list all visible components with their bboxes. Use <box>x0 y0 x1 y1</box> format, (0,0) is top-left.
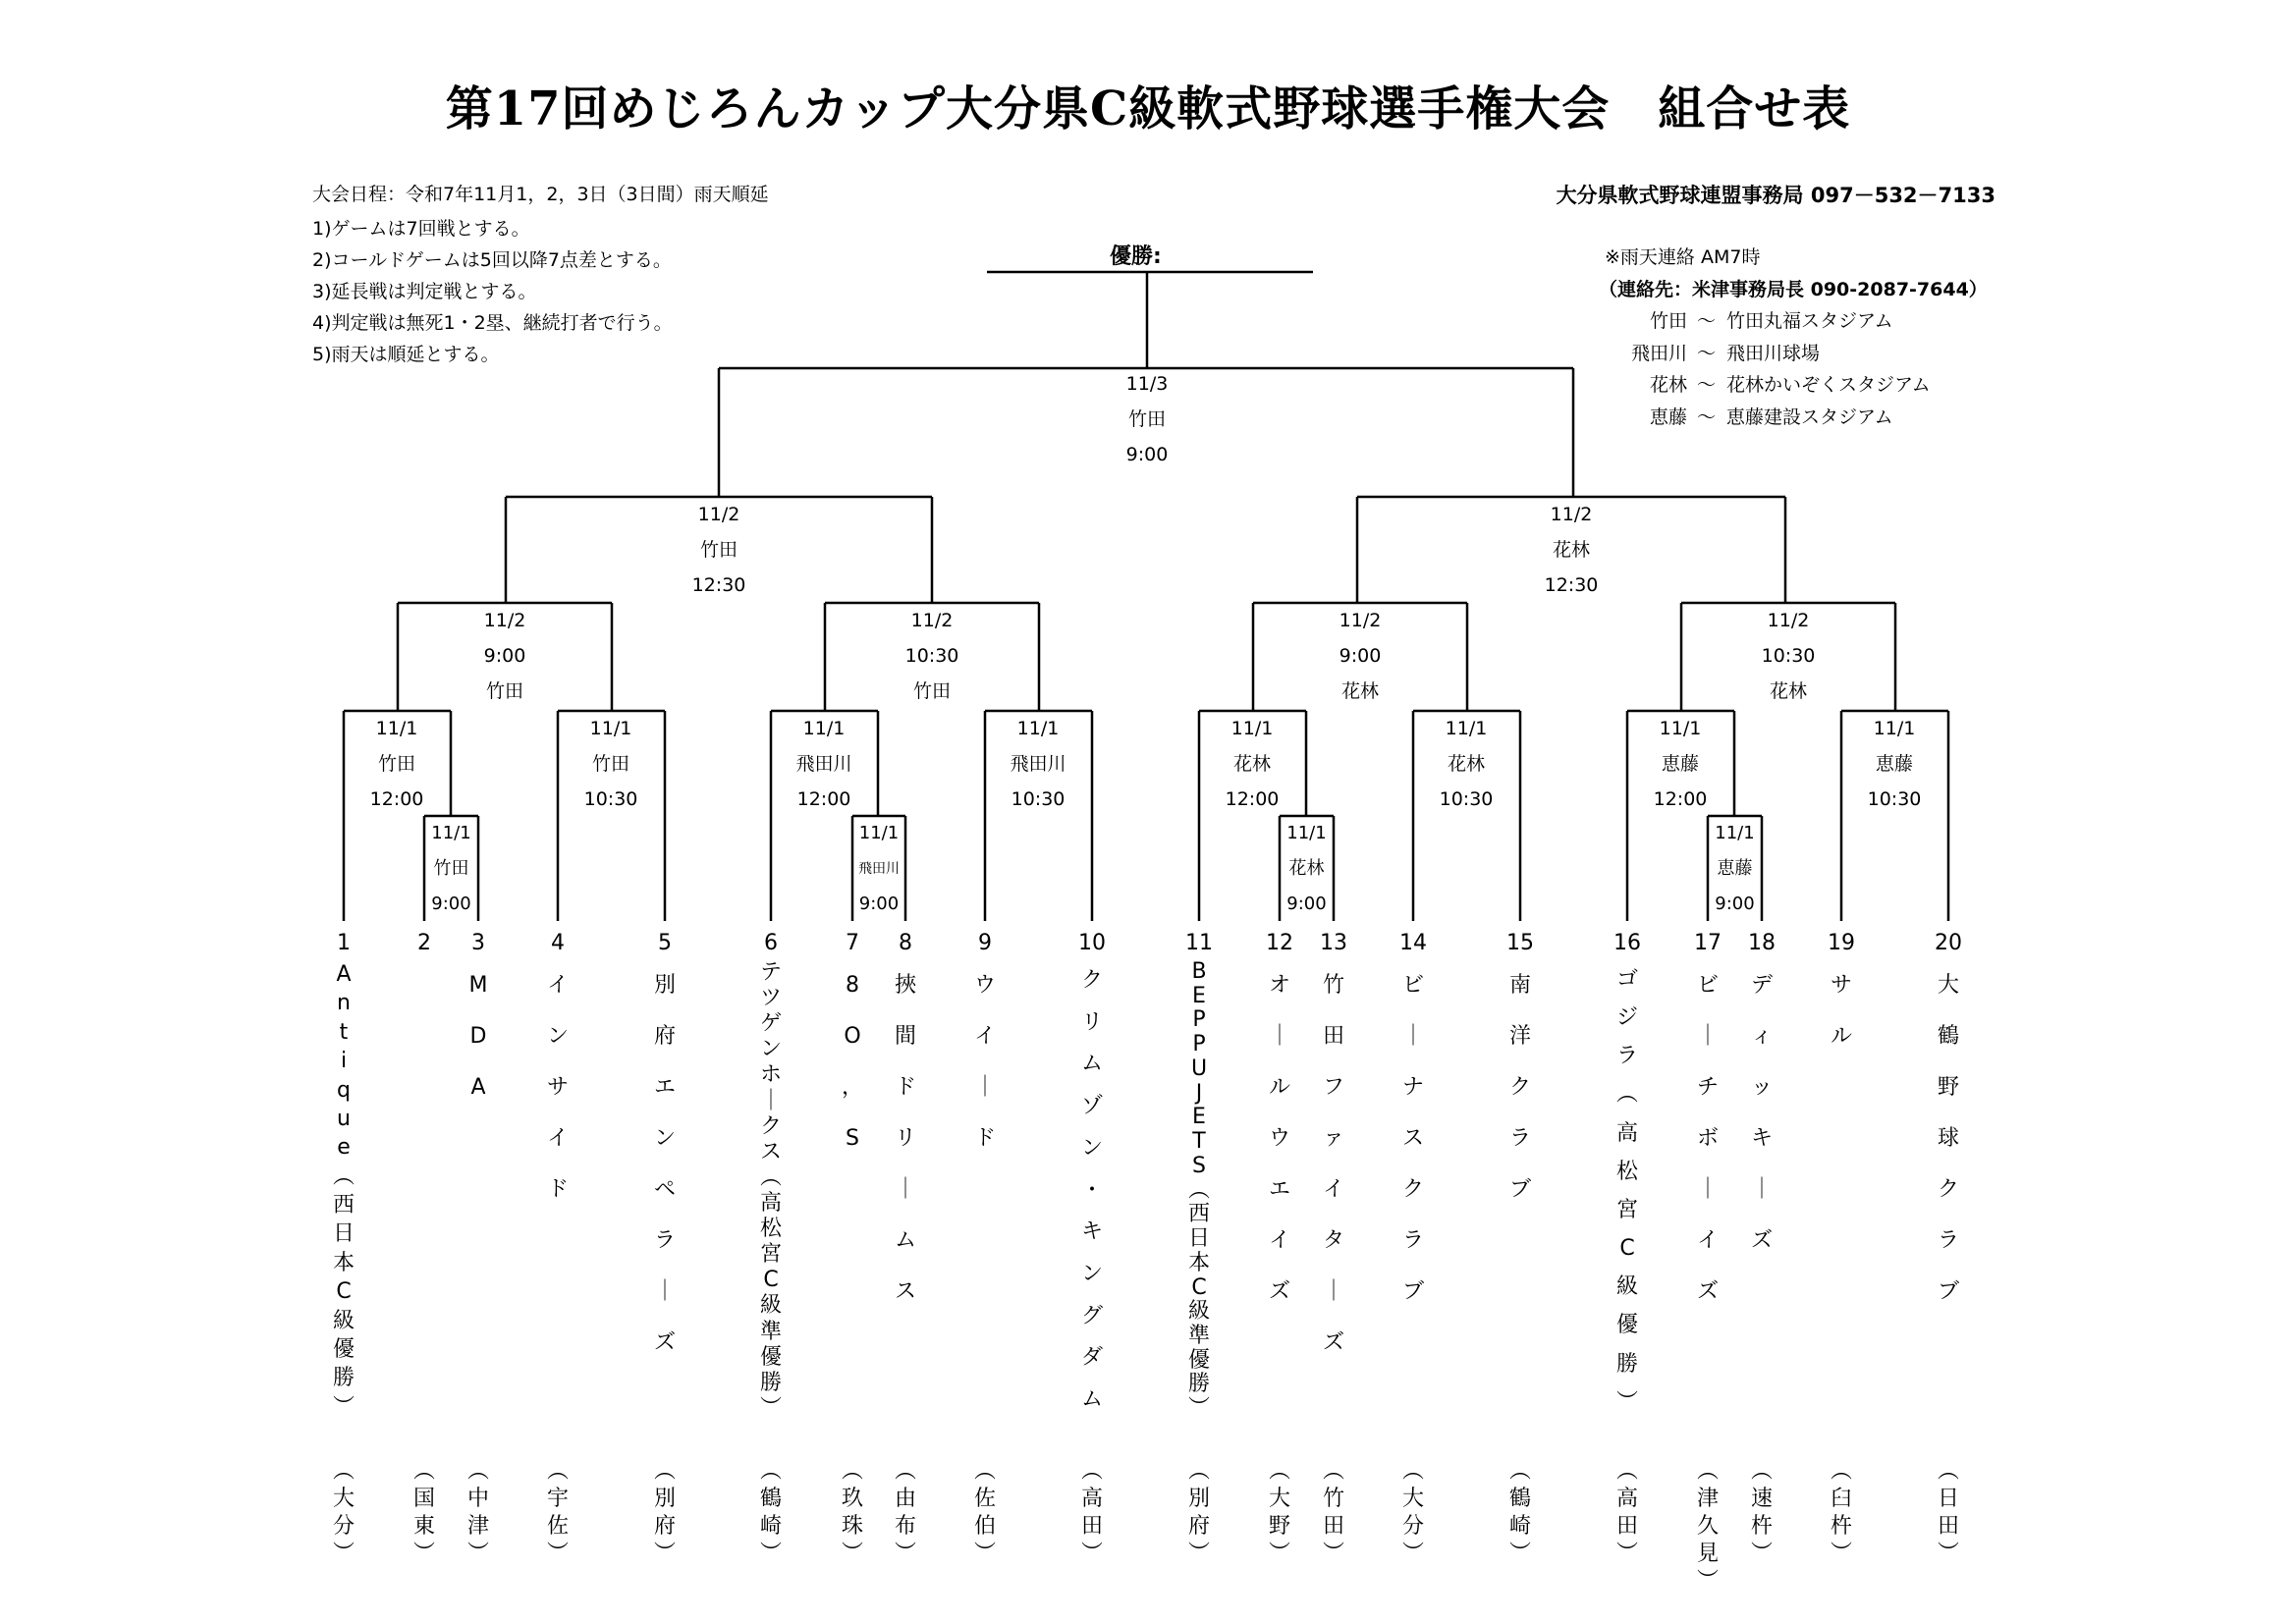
match-r1-f <box>1417 711 1515 817</box>
match-semi-right <box>1473 497 1669 603</box>
match-date: 11/2 <box>697 504 740 525</box>
team-name: 8 O ， S <box>841 973 863 1151</box>
match-venue: 花林 <box>1769 680 1807 702</box>
match-time: 12:00 <box>796 788 851 810</box>
match-r1-c <box>775 711 873 817</box>
rain-notice: ※雨天連絡 AM7時 <box>1605 246 1761 268</box>
match-time: 12:00 <box>1653 788 1708 810</box>
match-time: 9:00 <box>1715 893 1755 914</box>
team-12 <box>1257 933 1302 1571</box>
team-area: ︵ 大 分 ︶ <box>332 1459 355 1566</box>
team-area: ︵ 大 野 ︶ <box>1268 1459 1290 1566</box>
match-venue: 花林 <box>1552 539 1590 561</box>
match-time: 9:00 <box>1286 893 1327 914</box>
match-date: 11/1 <box>1659 718 1702 739</box>
match-time: 9:00 <box>1125 444 1169 465</box>
match-date: 11/3 <box>1125 373 1169 395</box>
team-area: ︵ 鶴 崎 ︶ <box>1508 1459 1531 1566</box>
team-number: 6 <box>764 931 778 955</box>
match-r1-h <box>1845 711 1943 817</box>
team-number: 4 <box>551 931 565 955</box>
match-semi-left <box>621 497 817 603</box>
match-venue: 恵藤 <box>1875 753 1913 775</box>
team-7 <box>830 933 875 1571</box>
match-time: 10:30 <box>1761 645 1816 667</box>
team-17 <box>1685 931 1730 1594</box>
rule-item: 2)コールドゲームは5回以降7点差とする。 <box>312 249 672 271</box>
team-area: ︵ 国 東 ︶ <box>412 1459 435 1566</box>
match-time: 10:30 <box>1439 788 1494 810</box>
team-name: B E P P U J E T S ︵ 西 日 本 C 級 準 優 勝 ︶ <box>1187 959 1210 1422</box>
match-venue: 竹田 <box>433 858 469 879</box>
match-qf2 <box>863 603 1001 709</box>
team-16 <box>1605 933 1650 1571</box>
team-number: 5 <box>658 931 672 955</box>
team-4 <box>535 933 580 1571</box>
team-name: A n t i q u e ︵ 西 日 本 C 級 優 勝 ︶ <box>332 962 355 1420</box>
rule-item: 3)延長戦は判定戦とする。 <box>312 281 537 302</box>
team-3 <box>456 933 501 1571</box>
match-time: 9:00 <box>1339 645 1382 667</box>
schedule-text: 大会日程：令和7年11月1，2，3日（3日間）雨天順延 <box>312 184 769 205</box>
venue-full: 竹田丸福スタジアム <box>1726 310 1893 332</box>
team-number: 16 <box>1613 931 1641 955</box>
team-15 <box>1498 933 1543 1571</box>
office-contact: 大分県軟式野球連盟事務局 097－532－7133 <box>1556 184 1995 207</box>
match-final <box>1049 366 1245 472</box>
venue-short: 飛田川 <box>1630 343 1687 364</box>
rule-item: 4)判定戦は無死1・2塁、継続打者で行う。 <box>312 312 673 334</box>
team-area: ︵ 竹 田 ︶ <box>1322 1459 1344 1566</box>
contact-person: （連絡先：米津事務局長 090-2087-7644） <box>1599 279 1988 300</box>
match-time: 12:00 <box>369 788 424 810</box>
match-date: 11/1 <box>1445 718 1488 739</box>
match-date: 11/1 <box>802 718 846 739</box>
match-date: 11/2 <box>1767 610 1810 631</box>
team-area: ︵ 速 杵 ︶ <box>1750 1459 1773 1566</box>
match-venue: 竹田 <box>377 753 415 775</box>
match-r1-g <box>1631 711 1729 817</box>
team-number: 19 <box>1828 931 1855 955</box>
team-number: 9 <box>978 931 992 955</box>
venue-short: 花林 <box>1649 374 1687 396</box>
team-5 <box>642 933 687 1571</box>
match-r1-a <box>348 711 446 817</box>
team-name: 竹 田 フ ァ イ タ ｜ ズ <box>1322 973 1344 1355</box>
match-venue: 飛田川 <box>858 861 900 877</box>
team-13 <box>1311 933 1356 1571</box>
match-pre-d <box>1708 816 1762 922</box>
team-name: ビ ｜ チ ボ ｜ イ ズ <box>1696 973 1719 1304</box>
match-time: 10:30 <box>1011 788 1066 810</box>
team-name: 大 鶴 野 球 ク ラ ブ <box>1937 973 1959 1304</box>
team-area: ︵ 宇 佐 ︶ <box>546 1459 569 1566</box>
venue-short: 恵藤 <box>1649 406 1687 428</box>
match-r1-e <box>1203 711 1301 817</box>
match-pre-b <box>852 816 905 922</box>
venue-tilde: ～ <box>1697 406 1717 428</box>
match-date: 11/2 <box>910 610 954 631</box>
match-time: 10:30 <box>1867 788 1922 810</box>
match-venue: 花林 <box>1447 753 1485 775</box>
team-name: M D A <box>468 973 488 1100</box>
team-1 <box>321 933 366 1571</box>
team-number: 17 <box>1694 931 1722 955</box>
team-area: ︵ 玖 珠 ︶ <box>841 1459 863 1566</box>
match-date: 11/1 <box>1715 823 1755 843</box>
team-6 <box>748 933 793 1571</box>
team-number: 1 <box>337 931 351 955</box>
match-r1-b <box>562 711 660 817</box>
match-venue: 竹田 <box>485 680 523 702</box>
team-area: ︵ 津 久 見 ︶ <box>1696 1459 1719 1594</box>
team-number: 12 <box>1266 931 1293 955</box>
match-pre-c <box>1280 816 1334 922</box>
match-qf1 <box>436 603 574 709</box>
match-date: 11/1 <box>1230 718 1274 739</box>
team-number: 15 <box>1506 931 1534 955</box>
team-area: ︵ 別 府 ︶ <box>1187 1459 1210 1566</box>
team-area: ︵ 日 田 ︶ <box>1937 1459 1959 1566</box>
match-date: 11/1 <box>858 823 900 843</box>
match-time: 10:30 <box>583 788 638 810</box>
team-name: デ ィ ッ キ ｜ ズ <box>1750 973 1773 1253</box>
venue-full: 飛田川球場 <box>1726 343 1821 364</box>
match-venue: 恵藤 <box>1717 858 1753 879</box>
match-venue: 飛田川 <box>1010 753 1066 775</box>
page-title: 第17回めじろんカップ大分県C級軟式野球選手権大会 組合せ表 <box>445 81 1851 136</box>
match-date: 11/1 <box>1016 718 1060 739</box>
match-venue: 竹田 <box>591 753 629 775</box>
team-19 <box>1819 933 1864 1571</box>
team-area: ︵ 中 津 ︶ <box>466 1459 489 1566</box>
match-qf3 <box>1291 603 1429 709</box>
team-number: 11 <box>1185 931 1213 955</box>
venue-tilde: ～ <box>1697 374 1717 396</box>
match-venue: 竹田 <box>912 680 951 702</box>
match-qf4 <box>1720 603 1857 709</box>
team-number: 13 <box>1320 931 1347 955</box>
team-name: ウ イ ｜ ド <box>973 973 996 1151</box>
match-r1-d <box>989 711 1087 817</box>
venue-full: 恵藤建設スタジアム <box>1726 406 1893 428</box>
team-area: ︵ 大 分 ︶ <box>1401 1459 1424 1566</box>
team-number: 8 <box>899 931 912 955</box>
venue-tilde: ～ <box>1697 310 1717 332</box>
match-date: 11/1 <box>1286 823 1327 843</box>
venue-full: 花林かいぞくスタジアム <box>1726 374 1931 396</box>
team-name: ク リ ム ゾ ン ・ キ ン グ ダ ム <box>1080 968 1103 1413</box>
match-date: 11/1 <box>431 823 471 843</box>
team-name: ビ ｜ ナ ス ク ラ ブ <box>1401 973 1424 1304</box>
team-name: 挾 間 ド リ ｜ ム ス <box>894 973 916 1304</box>
team-number: 3 <box>471 931 485 955</box>
team-11 <box>1176 933 1222 1571</box>
team-8 <box>883 933 928 1571</box>
match-venue: 花林 <box>1232 753 1271 775</box>
match-time: 12:00 <box>1225 788 1280 810</box>
team-area: ︵ 高 田 ︶ <box>1080 1459 1103 1566</box>
team-10 <box>1069 933 1115 1571</box>
match-time: 10:30 <box>904 645 959 667</box>
team-name: ゴ ジ ラ ︵ 高 松 宮 C 級 優 勝 ︶ <box>1615 967 1638 1415</box>
team-area: ︵ 別 府 ︶ <box>653 1459 676 1566</box>
team-name: サ ル <box>1830 973 1852 1049</box>
team-area: ︵ 臼 杵 ︶ <box>1830 1459 1852 1566</box>
match-venue: 竹田 <box>1127 408 1166 430</box>
team-number: 18 <box>1748 931 1776 955</box>
match-date: 11/2 <box>1550 504 1593 525</box>
match-pre-a <box>424 816 478 922</box>
team-number: 2 <box>417 931 431 955</box>
team-name: 別 府 エ ン ペ ラ ｜ ズ <box>653 973 676 1355</box>
match-venue: 恵藤 <box>1661 753 1699 775</box>
match-date: 11/1 <box>589 718 632 739</box>
match-date: 11/2 <box>1339 610 1382 631</box>
team-20 <box>1926 933 1971 1571</box>
venue-short: 竹田 <box>1649 310 1687 332</box>
team-area: ︵ 佐 伯 ︶ <box>973 1459 996 1566</box>
match-date: 11/2 <box>483 610 526 631</box>
match-time: 9:00 <box>483 645 526 667</box>
match-venue: 花林 <box>1340 680 1379 702</box>
match-venue: 竹田 <box>699 539 738 561</box>
match-time: 12:30 <box>691 574 746 596</box>
team-number: 20 <box>1935 931 1962 955</box>
team-14 <box>1391 933 1436 1571</box>
team-name: イ ン サ イ ド <box>546 973 569 1202</box>
match-date: 11/1 <box>375 718 418 739</box>
match-time: 9:00 <box>431 893 471 914</box>
venue-tilde: ～ <box>1697 343 1717 364</box>
team-9 <box>962 933 1008 1571</box>
team-number: 10 <box>1078 931 1106 955</box>
team-number: 14 <box>1399 931 1427 955</box>
team-number: 7 <box>846 931 859 955</box>
team-area: ︵ 鶴 崎 ︶ <box>759 1459 782 1566</box>
match-time: 9:00 <box>858 893 900 914</box>
rule-item: 1)ゲームは7回戦とする。 <box>312 218 530 240</box>
team-area: ︵ 由 布 ︶ <box>894 1459 916 1566</box>
match-venue: 飛田川 <box>795 753 852 775</box>
team-area: ︵ 高 田 ︶ <box>1615 1459 1638 1566</box>
winner-label: 優勝: <box>1110 244 1162 269</box>
match-venue: 花林 <box>1288 858 1325 879</box>
team-name: 南 洋 ク ラ ブ <box>1508 973 1531 1202</box>
team-name: オ ｜ ル ウ エ イ ズ <box>1268 973 1290 1304</box>
team-2 <box>402 933 447 1571</box>
match-date: 11/1 <box>1873 718 1916 739</box>
rule-item: 5)雨天は順延とする。 <box>312 344 500 365</box>
match-time: 12:30 <box>1544 574 1599 596</box>
team-name: テ ツ ゲ ン ホ ｜ ク ス ︵ 高 松 宮 C 級 準 優 勝 ︶ <box>759 960 782 1421</box>
team-18 <box>1739 933 1784 1571</box>
